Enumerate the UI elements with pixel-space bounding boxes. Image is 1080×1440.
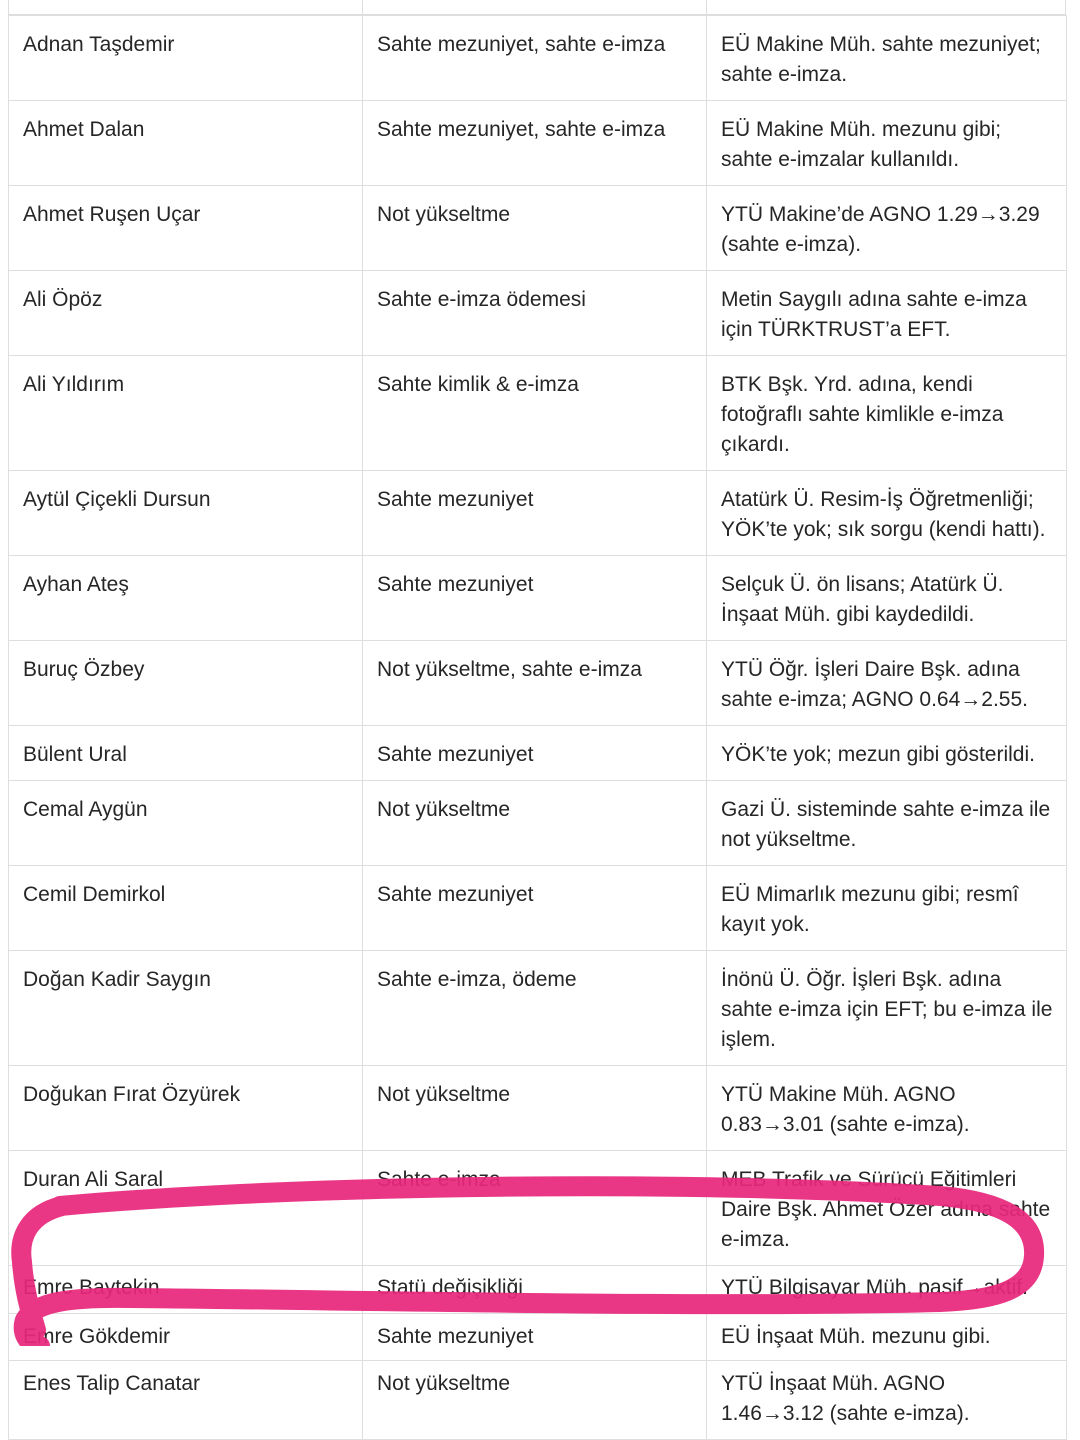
- table-row: [9, 186, 1067, 271]
- table-row-highlighted: [9, 1314, 1067, 1361]
- detail-cell: Metin Saygılı adına sahte e-imza için TÜRKTRUST’a EFT.: [707, 271, 1067, 356]
- detail-cell: YTÜ Makine Müh. AGNO 0.83→3.01 (sahte e-imza).: [707, 1066, 1067, 1151]
- name-cell: Doğukan Fırat Özyürek: [9, 1066, 363, 1151]
- name-cell: Emre Gökdemir: [9, 1314, 363, 1361]
- table-row: [9, 556, 1067, 641]
- type-cell: Sahte mezuniyet: [363, 726, 707, 781]
- table-row: [9, 1151, 1067, 1266]
- table-row: [9, 1361, 1067, 1440]
- type-cell: Sahte kimlik & e-imza: [363, 356, 707, 471]
- table-row: [9, 641, 1067, 726]
- type-cell: Sahte e-imza, ödeme: [363, 951, 707, 1066]
- table-row: [9, 16, 1067, 101]
- detail-cell: BTK Bşk. Yrd. adına, kendi fotoğraflı sahte kimlikle e-imza çıkardı.: [707, 356, 1067, 471]
- name-cell: Cemal Aygün: [9, 781, 363, 866]
- detail-cell: İnönü Ü. Öğr. İşleri Bşk. adına sahte e-imza için EFT; bu e-imza ile işlem.: [707, 951, 1067, 1066]
- type-cell: Sahte mezuniyet: [363, 556, 707, 641]
- detail-cell: Gazi Ü. sisteminde sahte e-imza ile not yükseltme.: [707, 781, 1067, 866]
- table-row: [9, 471, 1067, 556]
- detail-cell: EÜ Mimarlık mezunu gibi; resmî kayıt yok.: [707, 866, 1067, 951]
- name-cell: Doğan Kadir Saygın: [9, 951, 363, 1066]
- name-cell: Ahmet Ruşen Uçar: [9, 186, 363, 271]
- type-cell: Not yükseltme: [363, 186, 707, 271]
- table-row: [9, 356, 1067, 471]
- table-row: [9, 271, 1067, 356]
- records-table-container: [8, 0, 1066, 1440]
- name-cell: Duran Ali Saral: [9, 1151, 363, 1266]
- table-row: [9, 1266, 1067, 1314]
- type-cell: Not yükseltme: [363, 781, 707, 866]
- table-row: [9, 866, 1067, 951]
- table-row: [9, 726, 1067, 781]
- detail-cell: YTÜ Öğr. İşleri Daire Bşk. adına sahte e-imza; AGNO 0.64→2.55.: [707, 641, 1067, 726]
- name-cell: Ali Yıldırım: [9, 356, 363, 471]
- name-cell: Buruç Özbey: [9, 641, 363, 726]
- detail-cell: Atatürk Ü. Resim-İş Öğretmenliği; YÖK’te yok; sık sorgu (kendi hattı).: [707, 471, 1067, 556]
- detail-cell: EÜ İnşaat Müh. mezunu gibi.: [707, 1314, 1067, 1361]
- detail-cell: EÜ Makine Müh. mezunu gibi; sahte e-imzalar kullanıldı.: [707, 101, 1067, 186]
- type-cell: Sahte mezuniyet: [363, 866, 707, 951]
- name-cell: Ali Öpöz: [9, 271, 363, 356]
- records-table: [8, 15, 1067, 1440]
- detail-cell: YTÜ Makine’de AGNO 1.29→3.29 (sahte e-imza).: [707, 186, 1067, 271]
- table-row: [9, 1066, 1067, 1151]
- table-row: [9, 951, 1067, 1066]
- name-cell: Ayhan Ateş: [9, 556, 363, 641]
- table-row: [9, 781, 1067, 866]
- detail-cell: EÜ Makine Müh. sahte mezuniyet; sahte e-imza.: [707, 16, 1067, 101]
- type-cell: Not yükseltme: [363, 1066, 707, 1151]
- type-cell: Not yükseltme, sahte e-imza: [363, 641, 707, 726]
- name-cell: Ahmet Dalan: [9, 101, 363, 186]
- name-cell: Enes Talip Canatar: [9, 1361, 363, 1440]
- name-cell: Emre Baytekin: [9, 1266, 363, 1314]
- type-cell: Sahte e-imza ödemesi: [363, 271, 707, 356]
- name-cell: Aytül Çiçekli Dursun: [9, 471, 363, 556]
- detail-cell: YÖK’te yok; mezun gibi gösterildi.: [707, 726, 1067, 781]
- type-cell: Sahte mezuniyet: [363, 1314, 707, 1361]
- type-cell: Not yükseltme: [363, 1361, 707, 1440]
- name-cell: Bülent Ural: [9, 726, 363, 781]
- type-cell: Statü değişikliği: [363, 1266, 707, 1314]
- table-top-edge: [8, 0, 1066, 15]
- detail-cell: MEB Trafik ve Sürücü Eğitimleri Daire Bşk. Ahmet Özer adına sahte e-imza.: [707, 1151, 1067, 1266]
- type-cell: Sahte mezuniyet: [363, 471, 707, 556]
- type-cell: Sahte e-imza: [363, 1151, 707, 1266]
- type-cell: Sahte mezuniyet, sahte e-imza: [363, 16, 707, 101]
- table-row: [9, 101, 1067, 186]
- type-cell: Sahte mezuniyet, sahte e-imza: [363, 101, 707, 186]
- detail-cell: YTÜ Bilgisayar Müh. pasif→aktif.: [707, 1266, 1067, 1314]
- name-cell: Cemil Demirkol: [9, 866, 363, 951]
- detail-cell: YTÜ İnşaat Müh. AGNO 1.46→3.12 (sahte e-imza).: [707, 1361, 1067, 1440]
- detail-cell: Selçuk Ü. ön lisans; Atatürk Ü. İnşaat Müh. gibi kaydedildi.: [707, 556, 1067, 641]
- name-cell: Adnan Taşdemir: [9, 16, 363, 101]
